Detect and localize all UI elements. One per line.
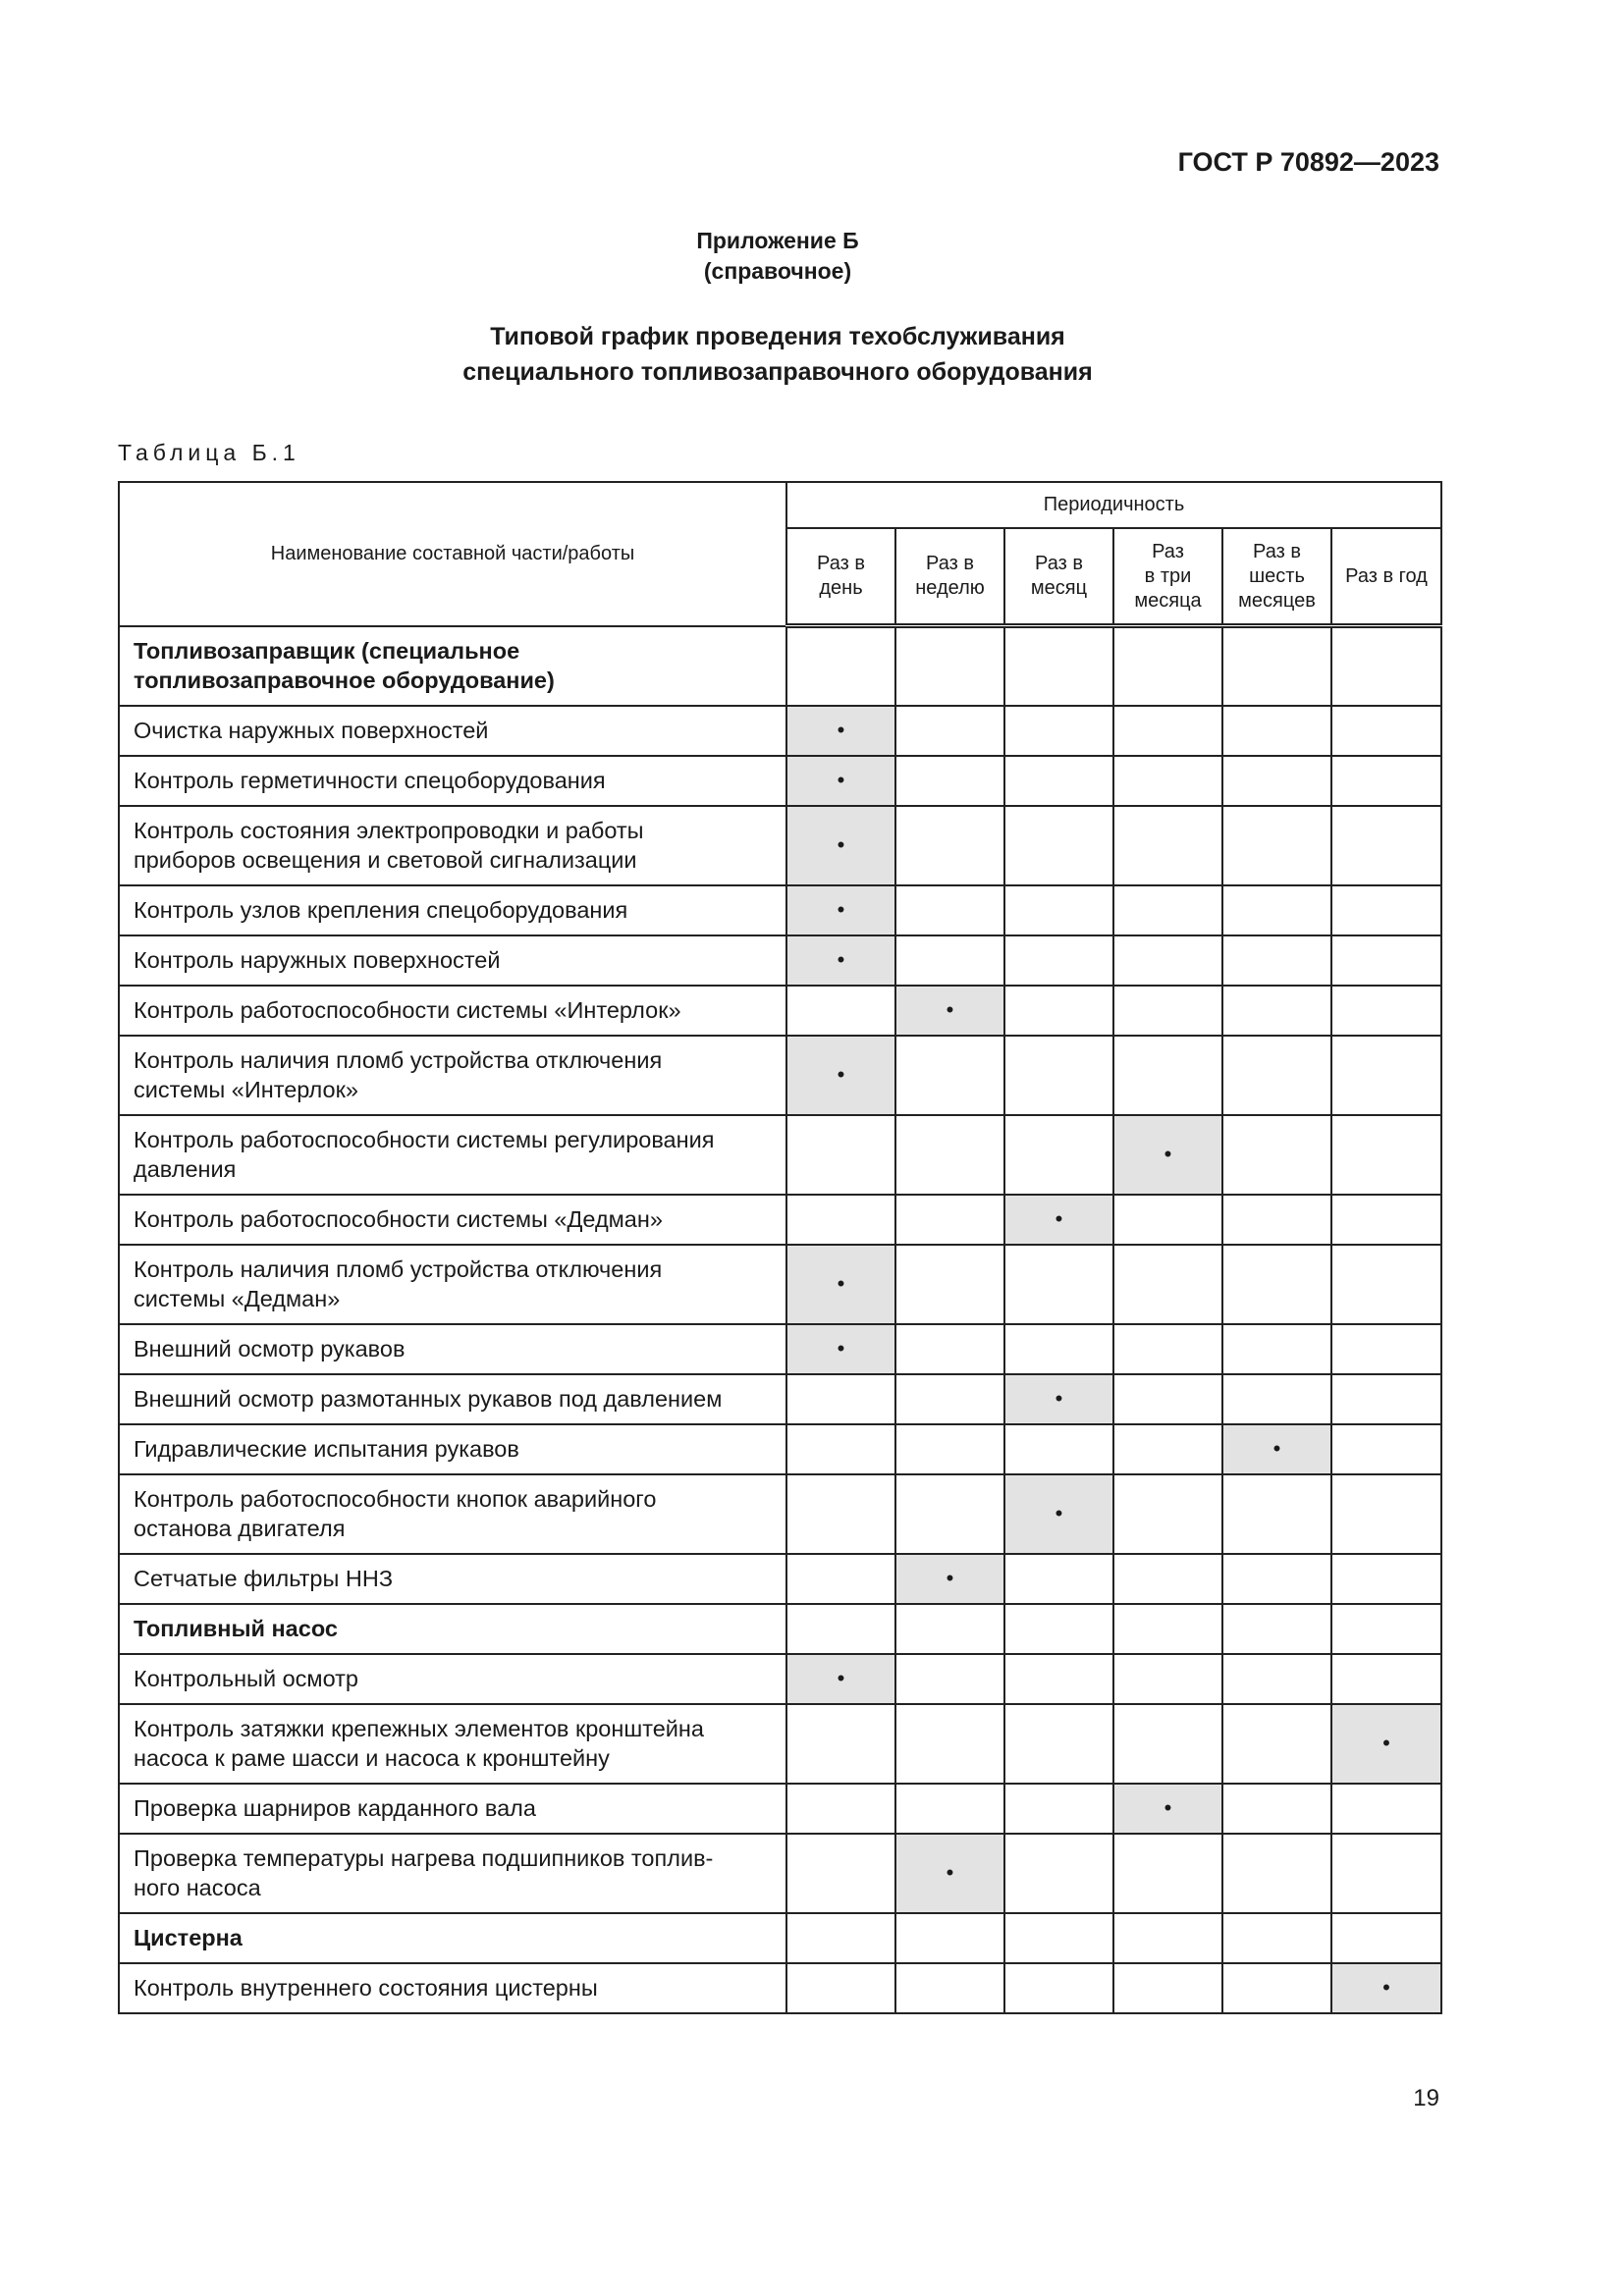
empty-cell (895, 1195, 1004, 1245)
empty-cell (1222, 1654, 1331, 1704)
empty-cell (1004, 1036, 1113, 1115)
empty-cell (786, 1424, 895, 1474)
empty-cell (1004, 1963, 1113, 2013)
empty-cell (1113, 885, 1222, 935)
empty-cell (1222, 1963, 1331, 2013)
maintenance-schedule-table (118, 481, 1442, 2014)
section-title: Цистерна (119, 1913, 786, 1963)
empty-cell (1331, 1913, 1441, 1963)
schedule-mark-cell: • (786, 706, 895, 756)
empty-cell (1331, 986, 1441, 1036)
empty-cell (895, 1374, 1004, 1424)
empty-cell (786, 1963, 895, 2013)
empty-cell (1222, 706, 1331, 756)
schedule-mark-cell: • (1331, 1704, 1441, 1784)
schedule-mark-cell: • (1113, 1784, 1222, 1834)
empty-cell (895, 1474, 1004, 1554)
empty-cell (1331, 756, 1441, 806)
schedule-mark-cell: • (786, 885, 895, 935)
empty-cell (1331, 1474, 1441, 1554)
empty-cell (895, 756, 1004, 806)
empty-cell (1004, 1424, 1113, 1474)
appendix-kind: (справочное) (703, 258, 852, 284)
empty-cell (1113, 1424, 1222, 1474)
empty-cell (1331, 1604, 1441, 1654)
table-row (119, 1554, 1441, 1604)
empty-cell (1113, 1654, 1222, 1704)
empty-cell (1222, 885, 1331, 935)
schedule-mark-cell: • (786, 1654, 895, 1704)
work-item-label: Контроль затяжки крепежных элементов кронштейна насоса к раме шасси и насоса к кронштейну (119, 1704, 786, 1784)
table-row (119, 1374, 1441, 1424)
table-row (119, 1115, 1441, 1195)
schedule-mark-cell: • (1004, 1374, 1113, 1424)
schedule-mark-cell: • (786, 756, 895, 806)
empty-cell (1222, 935, 1331, 986)
empty-cell (1331, 1654, 1441, 1704)
empty-cell (1004, 626, 1113, 706)
empty-cell (1331, 1245, 1441, 1324)
empty-cell (1113, 1036, 1222, 1115)
empty-cell (1331, 706, 1441, 756)
empty-cell (895, 1704, 1004, 1784)
empty-cell (1004, 756, 1113, 806)
empty-cell (1004, 885, 1113, 935)
empty-cell (895, 1424, 1004, 1474)
table-row (119, 1704, 1441, 1784)
table-row (119, 1474, 1441, 1554)
empty-cell (786, 1604, 895, 1654)
schedule-mark-cell: • (1222, 1424, 1331, 1474)
work-item-label: Проверка шарниров карданного вала (119, 1784, 786, 1834)
empty-cell (895, 885, 1004, 935)
periodicity-column-header: Раз в шесть месяцев (1222, 528, 1331, 626)
title-line-2: специального топливозаправочного оборудования (462, 358, 1093, 386)
periodicity-column-header: Раз в месяц (1004, 528, 1113, 626)
work-item-label: Контроль работоспособности системы регулирования давления (119, 1115, 786, 1195)
work-item-label: Очистка наружных поверхностей (119, 706, 786, 756)
empty-cell (1222, 1324, 1331, 1374)
empty-cell (786, 1374, 895, 1424)
work-item-label: Контроль состояния электропроводки и работы приборов освещения и световой сигнализации (119, 806, 786, 885)
empty-cell (1331, 1554, 1441, 1604)
empty-cell (1331, 1424, 1441, 1474)
empty-cell (1113, 1913, 1222, 1963)
empty-cell (786, 1704, 895, 1784)
page-number: 19 (1413, 2085, 1439, 2111)
empty-cell (1331, 1374, 1441, 1424)
empty-cell (1004, 1654, 1113, 1704)
table-label: Таблица Б.1 (118, 440, 300, 465)
empty-cell (1113, 1195, 1222, 1245)
schedule-mark-cell: • (1331, 1963, 1441, 2013)
empty-cell (786, 1834, 895, 1913)
empty-cell (1222, 1115, 1331, 1195)
empty-cell (1222, 756, 1331, 806)
empty-cell (1331, 1784, 1441, 1834)
periodicity-column-header: Раз в неделю (895, 528, 1004, 626)
section-row (119, 626, 1441, 706)
empty-cell (1331, 1324, 1441, 1374)
empty-cell (1222, 626, 1331, 706)
empty-cell (895, 706, 1004, 756)
empty-cell (786, 986, 895, 1036)
work-item-label: Контроль узлов крепления спецоборудования (119, 885, 786, 935)
table-row (119, 1834, 1441, 1913)
empty-cell (895, 1963, 1004, 2013)
empty-cell (895, 1036, 1004, 1115)
empty-cell (786, 1554, 895, 1604)
empty-cell (1004, 706, 1113, 756)
empty-cell (1331, 885, 1441, 935)
appendix-name: Приложение Б (696, 228, 859, 253)
schedule-mark-cell: • (1113, 1115, 1222, 1195)
empty-cell (786, 1195, 895, 1245)
periodicity-header: Периодичность (786, 482, 1441, 528)
empty-cell (1004, 1115, 1113, 1195)
empty-cell (1113, 1324, 1222, 1374)
schedule-mark-cell: • (895, 1834, 1004, 1913)
empty-cell (1331, 1036, 1441, 1115)
schedule-mark-cell: • (786, 1036, 895, 1115)
empty-cell (1222, 1245, 1331, 1324)
empty-cell (1004, 1554, 1113, 1604)
table-row (119, 756, 1441, 806)
empty-cell (1331, 806, 1441, 885)
empty-cell (1113, 1604, 1222, 1654)
empty-cell (895, 806, 1004, 885)
table-row (119, 986, 1441, 1036)
appendix-heading (0, 226, 1555, 287)
empty-cell (1222, 1374, 1331, 1424)
empty-cell (786, 1474, 895, 1554)
section-row (119, 1913, 1441, 1963)
empty-cell (895, 935, 1004, 986)
empty-cell (1113, 1245, 1222, 1324)
table-row (119, 1245, 1441, 1324)
empty-cell (895, 626, 1004, 706)
table-row (119, 806, 1441, 885)
empty-cell (1222, 806, 1331, 885)
empty-cell (1113, 756, 1222, 806)
work-item-label: Внешний осмотр рукавов (119, 1324, 786, 1374)
section-title: Топливный насос (119, 1604, 786, 1654)
empty-cell (1222, 1834, 1331, 1913)
table-row (119, 1963, 1441, 2013)
empty-cell (1113, 1963, 1222, 2013)
empty-cell (1004, 1834, 1113, 1913)
empty-cell (1004, 1324, 1113, 1374)
schedule-mark-cell: • (1004, 1474, 1113, 1554)
schedule-mark-cell: • (895, 1554, 1004, 1604)
empty-cell (1222, 1704, 1331, 1784)
empty-cell (1331, 935, 1441, 986)
empty-cell (1004, 806, 1113, 885)
work-item-label: Контроль наличия пломб устройства отключения системы «Интерлок» (119, 1036, 786, 1115)
empty-cell (895, 1245, 1004, 1324)
empty-cell (1113, 1704, 1222, 1784)
name-column-header: Наименование составной части/работы (119, 482, 786, 626)
empty-cell (786, 1784, 895, 1834)
table-row (119, 1784, 1441, 1834)
work-item-label: Контрольный осмотр (119, 1654, 786, 1704)
empty-cell (1004, 1245, 1113, 1324)
empty-cell (1331, 1115, 1441, 1195)
empty-cell (1331, 1195, 1441, 1245)
work-item-label: Контроль наличия пломб устройства отключения системы «Дедман» (119, 1245, 786, 1324)
empty-cell (786, 1115, 895, 1195)
work-item-label: Контроль наружных поверхностей (119, 935, 786, 986)
empty-cell (1113, 1834, 1222, 1913)
schedule-mark-cell: • (786, 1324, 895, 1374)
empty-cell (1004, 1704, 1113, 1784)
empty-cell (1113, 806, 1222, 885)
empty-cell (1004, 1604, 1113, 1654)
table-row (119, 1324, 1441, 1374)
empty-cell (1004, 935, 1113, 986)
schedule-mark-cell: • (1004, 1195, 1113, 1245)
work-item-label: Контроль внутреннего состояния цистерны (119, 1963, 786, 2013)
empty-cell (1113, 986, 1222, 1036)
periodicity-column-header: Раз в год (1331, 528, 1441, 626)
schedule-mark-cell: • (786, 1245, 895, 1324)
schedule-mark-cell: • (786, 806, 895, 885)
table-row (119, 1195, 1441, 1245)
empty-cell (1222, 1784, 1331, 1834)
empty-cell (1331, 1834, 1441, 1913)
work-item-label: Внешний осмотр размотанных рукавов под давлением (119, 1374, 786, 1424)
empty-cell (786, 626, 895, 706)
work-item-label: Гидравлические испытания рукавов (119, 1424, 786, 1474)
empty-cell (786, 1913, 895, 1963)
empty-cell (895, 1115, 1004, 1195)
empty-cell (895, 1784, 1004, 1834)
empty-cell (1222, 1474, 1331, 1554)
section-row (119, 1604, 1441, 1654)
work-item-label: Контроль работоспособности кнопок аварийного останова двигателя (119, 1474, 786, 1554)
table-row (119, 706, 1441, 756)
empty-cell (1113, 1474, 1222, 1554)
empty-cell (1113, 1374, 1222, 1424)
table-row (119, 1036, 1441, 1115)
periodicity-column-header: Раз в три месяца (1113, 528, 1222, 626)
table-row (119, 885, 1441, 935)
schedule-mark-cell: • (786, 935, 895, 986)
title-line-1: Типовой график проведения техобслуживания (490, 323, 1065, 350)
empty-cell (1113, 626, 1222, 706)
table-row (119, 935, 1441, 986)
periodicity-column-header: Раз в день (786, 528, 895, 626)
empty-cell (1004, 1784, 1113, 1834)
work-item-label: Контроль работоспособности системы «Дедман» (119, 1195, 786, 1245)
page-title (0, 319, 1555, 390)
work-item-label: Контроль герметичности спецоборудования (119, 756, 786, 806)
empty-cell (1004, 986, 1113, 1036)
document-code: ГОСТ Р 70892—2023 (1177, 147, 1439, 177)
table-row (119, 1654, 1441, 1704)
empty-cell (1113, 935, 1222, 986)
empty-cell (1113, 1554, 1222, 1604)
schedule-mark-cell: • (895, 986, 1004, 1036)
empty-cell (1113, 706, 1222, 756)
empty-cell (895, 1654, 1004, 1704)
empty-cell (895, 1913, 1004, 1963)
empty-cell (1222, 1036, 1331, 1115)
empty-cell (1222, 986, 1331, 1036)
work-item-label: Проверка температуры нагрева подшипников топлив- ного насоса (119, 1834, 786, 1913)
table-row (119, 1424, 1441, 1474)
empty-cell (895, 1604, 1004, 1654)
work-item-label: Сетчатые фильтры ННЗ (119, 1554, 786, 1604)
empty-cell (1331, 626, 1441, 706)
section-title: Топливозаправщик (специальное топливозаправочное оборудование) (119, 626, 786, 706)
empty-cell (1004, 1913, 1113, 1963)
empty-cell (1222, 1554, 1331, 1604)
empty-cell (1222, 1604, 1331, 1654)
empty-cell (1222, 1195, 1331, 1245)
empty-cell (895, 1324, 1004, 1374)
work-item-label: Контроль работоспособности системы «Интерлок» (119, 986, 786, 1036)
empty-cell (1222, 1913, 1331, 1963)
